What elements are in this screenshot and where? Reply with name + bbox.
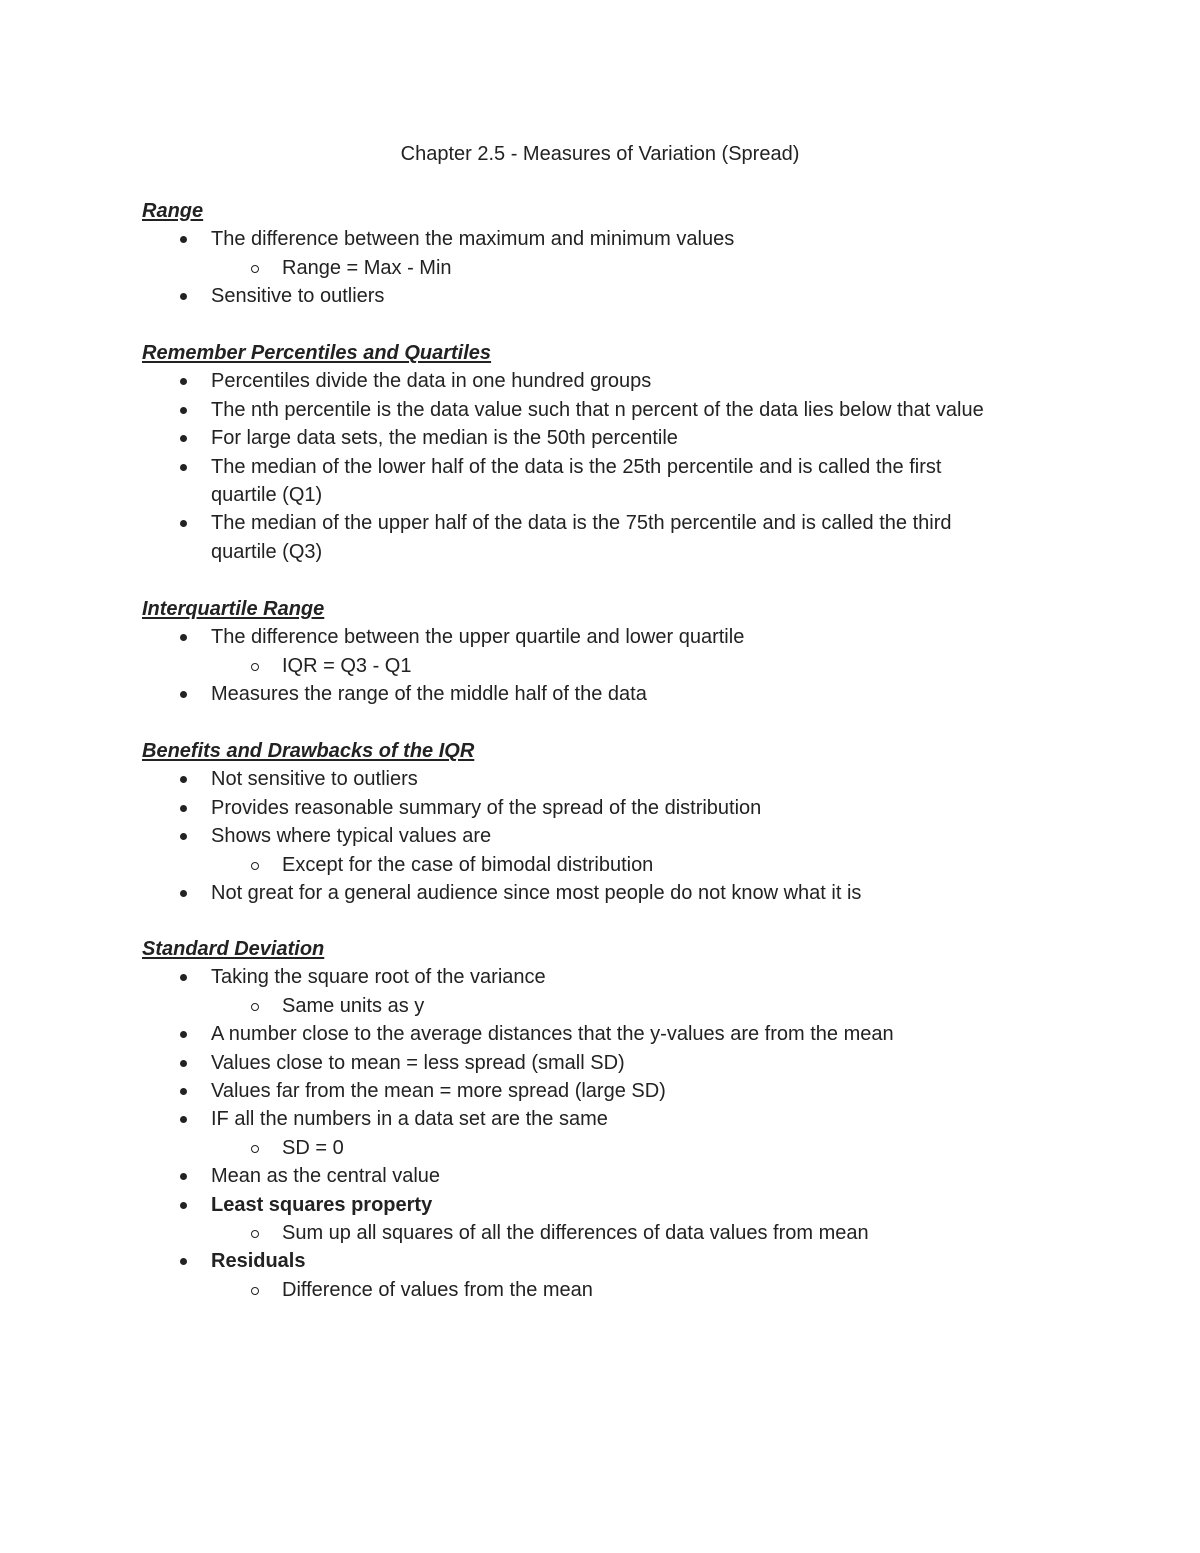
bullet-item [142, 424, 1102, 452]
sub-bullet-item [142, 652, 1102, 680]
bullet-dot-icon [180, 833, 187, 840]
bullet-text: Residuals [211, 1250, 306, 1273]
bullet-item [142, 1162, 1102, 1190]
bullet-item [142, 1077, 1102, 1105]
section-heading: Standard Deviation [142, 938, 325, 960]
bullet-text: Sensitive to outliers [211, 285, 385, 308]
bullet-circle-icon [251, 663, 259, 671]
bullet-dot-icon [180, 890, 187, 897]
section-heading: Remember Percentiles and Quartiles [142, 342, 492, 364]
bullet-item [142, 1020, 1102, 1048]
bullet-dot-icon [180, 1173, 187, 1180]
section-range [142, 197, 1102, 311]
bullet-dot-icon [180, 293, 187, 300]
bullet-dot-icon [180, 1088, 187, 1095]
bullet-text: Percentiles divide the data in one hundred groups [211, 370, 652, 393]
bullet-item [142, 623, 1102, 651]
sub-bullet-item [142, 1134, 1102, 1162]
bullet-text: Mean as the central value [211, 1165, 441, 1188]
bullet-circle-icon [251, 1287, 259, 1295]
bullet-item [142, 765, 1102, 793]
bullet-circle-icon [251, 862, 259, 870]
bullet-circle-icon [251, 1230, 259, 1238]
bullet-text: Values close to mean = less spread (small SD) [211, 1051, 625, 1074]
bullet-list [142, 367, 1102, 566]
bullet-item-bold [142, 1247, 1102, 1275]
bullet-dot-icon [180, 805, 187, 812]
page-title: Chapter 2.5 - Measures of Variation (Spread) [400, 143, 800, 165]
bullet-text: The median of the lower half of the data is the 25th percentile and is called the first [211, 455, 942, 478]
section-heading: Interquartile Range [142, 598, 325, 620]
bullet-item [142, 1049, 1102, 1077]
bullet-circle-icon [251, 265, 259, 273]
bullet-text: Measures the range of the middle half of the data [211, 683, 647, 706]
bullet-dot-icon [180, 520, 187, 527]
section-percentiles-quartiles [142, 339, 1102, 566]
bullet-item-bold [142, 1191, 1102, 1219]
bullet-list [142, 623, 1102, 708]
bullet-item [142, 879, 1102, 907]
bullet-text: quartile (Q1) [211, 484, 323, 507]
bullet-item [142, 680, 1102, 708]
sub-bullet-item [142, 1219, 1102, 1247]
bullet-continuation [142, 538, 1102, 566]
bullet-dot-icon [180, 1031, 187, 1038]
bullet-text: Provides reasonable summary of the spread of the distribution [211, 796, 762, 819]
bullet-dot-icon [180, 1258, 187, 1265]
bullet-item [142, 225, 1102, 253]
bullet-text: Taking the square root of the variance [211, 966, 546, 989]
bullet-text: Values far from the mean = more spread (large SD) [211, 1080, 666, 1103]
section-interquartile-range [142, 595, 1102, 709]
bullet-text: Not sensitive to outliers [211, 768, 418, 791]
section-standard-deviation [142, 935, 1102, 1304]
bullet-dot-icon [180, 236, 187, 243]
sub-bullet-item [142, 992, 1102, 1020]
bullet-item [142, 794, 1102, 822]
bullet-text: The nth percentile is the data value such that n percent of the data lies below that value [211, 398, 984, 421]
bullet-dot-icon [180, 691, 187, 698]
bullet-list [142, 963, 1102, 1304]
bullet-circle-icon [251, 1003, 259, 1011]
bullet-item [142, 1105, 1102, 1133]
sub-bullet-item [142, 851, 1102, 879]
bullet-circle-icon [251, 1145, 259, 1153]
bullet-item [142, 509, 1102, 537]
section-heading: Range [142, 200, 204, 222]
sub-bullet-item [142, 1276, 1102, 1304]
bullet-continuation [142, 481, 1102, 509]
bullet-text: Except for the case of bimodal distribution [282, 853, 654, 876]
bullet-text: IQR = Q3 - Q1 [282, 654, 412, 677]
bullet-text: Shows where typical values are [211, 825, 492, 848]
bullet-item [142, 396, 1102, 424]
bullet-text: A number close to the average distances that the y-values are from the mean [211, 1023, 894, 1046]
bullet-text: Sum up all squares of all the differences of data values from mean [282, 1222, 869, 1245]
bullet-text: For large data sets, the median is the 50th percentile [211, 427, 678, 450]
bullet-dot-icon [180, 1202, 187, 1209]
bullet-text: The median of the upper half of the data is the 75th percentile and is called the third [211, 512, 952, 535]
bullet-text: Range = Max - Min [282, 256, 452, 279]
bullet-text: Difference of values from the mean [282, 1278, 593, 1301]
bullet-text: The difference between the upper quartile and lower quartile [211, 626, 745, 649]
bullet-dot-icon [180, 634, 187, 641]
sub-bullet-item [142, 254, 1102, 282]
bullet-dot-icon [180, 435, 187, 442]
bullet-text: Same units as y [282, 994, 425, 1017]
bullet-dot-icon [180, 378, 187, 385]
bullet-dot-icon [180, 1060, 187, 1067]
bullet-text: quartile (Q3) [211, 540, 323, 563]
bullet-item [142, 963, 1102, 991]
bullet-text: IF all the numbers in a data set are the same [211, 1108, 608, 1131]
bullet-dot-icon [180, 464, 187, 471]
bullet-text: Not great for a general audience since most people do not know what it is [211, 882, 862, 905]
section-benefits-drawbacks-iqr [142, 737, 1102, 907]
bullet-dot-icon [180, 407, 187, 414]
bullet-item [142, 822, 1102, 850]
bullet-text: SD = 0 [282, 1136, 344, 1159]
bullet-item [142, 367, 1102, 395]
bullet-text: The difference between the maximum and minimum values [211, 228, 735, 251]
bullet-item [142, 282, 1102, 310]
bullet-dot-icon [180, 776, 187, 783]
bullet-list [142, 765, 1102, 907]
bullet-dot-icon [180, 974, 187, 981]
bullet-item [142, 453, 1102, 481]
bullet-list [142, 225, 1102, 310]
section-heading: Benefits and Drawbacks of the IQR [142, 740, 475, 762]
bullet-text: Least squares property [211, 1193, 433, 1216]
bullet-dot-icon [180, 1116, 187, 1123]
